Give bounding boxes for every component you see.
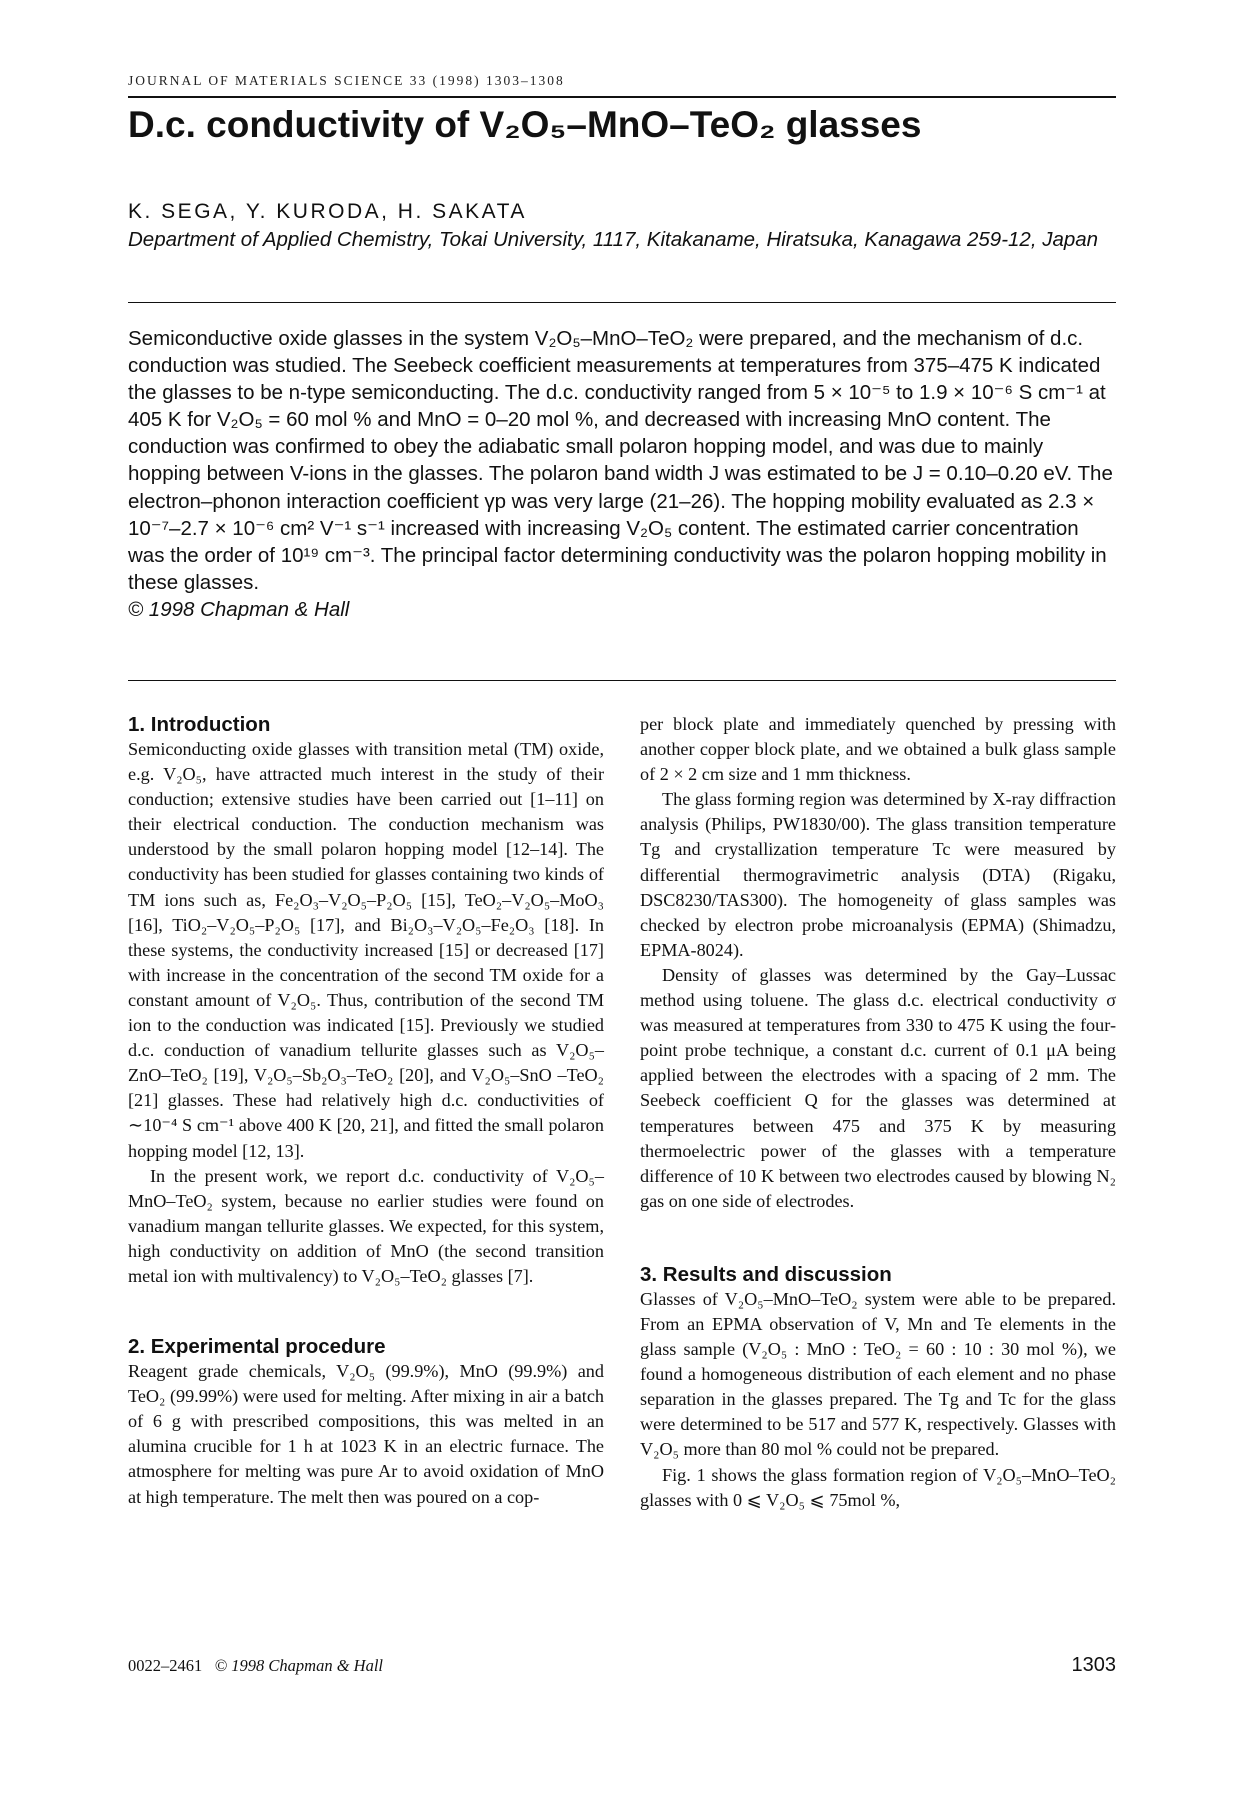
- abstract: [128, 325, 1116, 623]
- abstract-top-rule: [128, 302, 1116, 303]
- results-paragraph-1: Glasses of V₂O₅–MnO–TeO₂ system were able to be prepared. From an EPMA observation of V, Mn and Te elements in the glass sample (V₂O₅ : MnO : TeO₂ = 60 : 10 : 30 mol %), we found a homogeneous distribution of each element and no phase separation in the glasses prepared. The Tg and Tc for the glass were determined to be 517 and 577 K, respectively. Glasses with V₂O₅ more than 80 mol % could not be prepared.: [640, 1288, 1116, 1460]
- intro-paragraph-1: Semiconducting oxide glasses with transition metal (TM) oxide, e.g. V₂O₅, have attracted much interest in the study of their conduction; extensive studies have been carried out [1–11] on their electrical conduction. The conduction mechanism was understood by the small polaron hopping model [12–14]. The conductivity has been studied for glasses containing two kinds of TM ions such as, Fe₂O₃–V₂O₅–P₂O₅ [15], TeO₂–V₂O₅–MoO₃ [16], TiO₂–V₂O₅–P₂O₅ [17], and Bi₂O₃–V₂O₅–Fe₂O₃ [18]. In these systems, the conductivity increased [15] or decreased [17] with increase in the concentration of the second TM oxide for a constant amount of V₂O₅. Thus, contribution of the second TM ion to the conduction was indicated [15]. Previously we studied d.c. conduction of vanadium tellurite glasses such as V₂O₅–ZnO–TeO₂ [19], V₂O₅–Sb₂O₃–TeO₂ [20], and V₂O₅–SnO –TeO₂ [21] glasses. These had relatively high d.c. conductivities of ∼10⁻⁴ S cm⁻¹ above 400 K [20, 21], and fitted the small polaron hopping model [12, 13].: [128, 739, 604, 1161]
- experimental-paragraph-2: The glass forming region was determined by X-ray diffraction analysis (Philips, PW1830/00). The glass transition temperature Tg and crystallization temperature Tc were measured by differential thermogravimetric analysis (DTA) (Rigaku, DSC8230/TAS300). The homogeneity of glass samples was checked by electron probe microanalysis (EPMA) (Shimadzu, EPMA-8024).: [640, 789, 1116, 960]
- abstract-text: Semiconductive oxide glasses in the system V₂O₅–MnO–TeO₂ were prepared, and the mechanism of d.c. conduction was studied. The Seebeck coefficient measurements at temperatures from 375–475 K indicated the glasses to be n-type semiconducting. The d.c. conductivity ranged from 5 × 10⁻⁵ to 1.9 × 10⁻⁶ S cm⁻¹ at 405 K for V₂O₅ = 60 mol % and MnO = 0–20 mol %, and decreased with increasing MnO content. The conduction was confirmed to obey the adiabatic small polaron hopping model, and was due to mainly hopping between V-ions in the glasses. The polaron band width J was estimated to be J = 0.10–0.20 eV. The electron–phonon interaction coefficient γp was very large (21–26). The hopping mobility evaluated as 2.3 × 10⁻⁷–2.7 × 10⁻⁶ cm² V⁻¹ s⁻¹ increased with increasing V₂O₅ content. The estimated carrier concentration was the order of 10¹⁹ cm⁻³. The principal factor determining conductivity was the polaron hopping mobility in these glasses.: [128, 327, 1113, 594]
- footer-issn: 0022–2461: [128, 1656, 203, 1675]
- left-column: [128, 712, 604, 1510]
- experimental-paragraph-1-continued: per block plate and immediately quenched by pressing with another copper block plate, and we obtained a bulk glass sample of 2 × 2 cm size and 1 mm thickness.: [640, 714, 1116, 785]
- experimental-paragraph-3: Density of glasses was determined by the Gay–Lussac method using toluene. The glass d.c. electrical conductivity σ was measured at temperatures from 330 to 475 K using the four-point probe technique, a constant d.c. current of 0.1 μA being applied between the electrodes with a spacing of 2 mm. The Seebeck coefficient Q for the glasses was determined at temperatures between 475 and 375 K by measuring thermoelectric power of the glasses with a temperature difference of 10 K between two electrodes caused by blowing N₂ gas on one side of electrodes.: [640, 964, 1116, 1211]
- results-heading: 3. Results and discussion: [640, 1262, 892, 1286]
- experimental-heading: 2. Experimental procedure: [128, 1335, 386, 1359]
- abstract-copyright: © 1998 Chapman & Hall: [128, 597, 350, 621]
- results-paragraph-2: Fig. 1 shows the glass formation region of V₂O₅–MnO–TeO₂ glasses with 0 ⩽ V₂O₅ ⩽ 75mol %,: [640, 1464, 1116, 1510]
- footer-copyright: © 1998 Chapman & Hall: [214, 1656, 384, 1675]
- header-rule: [128, 96, 1116, 98]
- article-title: D.c. conductivity of V₂O₅–MnO–TeO₂ glasses: [128, 104, 922, 145]
- author-list: K. SEGA, Y. KURODA, H. SAKATA: [128, 200, 527, 223]
- right-column: [640, 712, 1116, 1513]
- page-number: 1303: [1071, 1654, 1116, 1676]
- journal-header: JOURNAL OF MATERIALS SCIENCE 33 (1998) 1303–1308: [128, 73, 565, 88]
- footer-issn-copyright: [128, 1656, 383, 1676]
- experimental-paragraph-1-part: Reagent grade chemicals, V₂O₅ (99.9%), MnO (99.9%) and TeO₂ (99.99%) were used for melting. After mixing in air a batch of 6 g with prescribed compositions, this was melted in an alumina crucible for 1 h at 1023 K in an electric furnace. The atmosphere for melting was pure Ar to avoid oxidation of MnO at high temperature. The melt then was poured on a cop-: [128, 1361, 604, 1507]
- intro-paragraph-2: In the present work, we report d.c. conductivity of V₂O₅–MnO–TeO₂ system, because no earlier studies were found on vanadium mangan tellurite glasses. We expected, for this system, high conductivity on addition of MnO (the second transition metal ion with multivalency) to V₂O₅–TeO₂ glasses [7].: [128, 1165, 604, 1286]
- intro-heading: 1. Introduction: [128, 713, 271, 736]
- affiliation: Department of Applied Chemistry, Tokai University, 1117, Kitakaname, Hiratsuka, Kanagawa 259-12, Japan: [128, 228, 1099, 251]
- abstract-bottom-rule: [128, 680, 1116, 681]
